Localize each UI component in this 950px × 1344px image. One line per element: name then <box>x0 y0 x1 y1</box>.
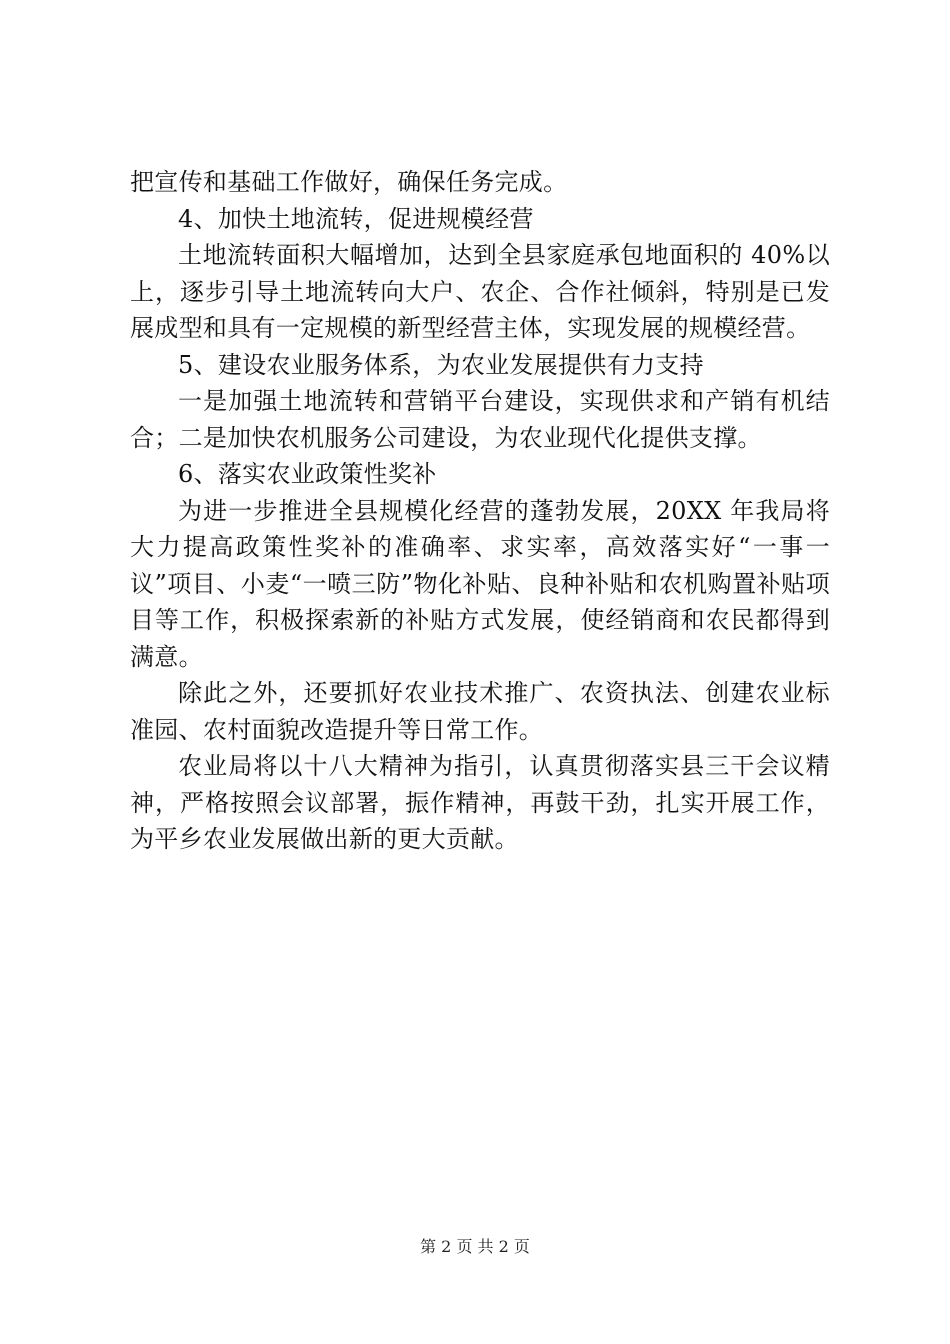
paragraph-land-transfer: 土地流转面积大幅增加，达到全县家庭承包地面积的 40%以上，逐步引导土地流转向大户、农企、合作社倾斜，特别是已发展成型和具有一定规模的新型经营主体，实现发展的规模经营。 <box>130 241 830 342</box>
section-heading-6: 6、落实农业政策性奖补 <box>178 460 437 488</box>
paragraph-continuation: 把宣传和基础工作做好，确保任务完成。 <box>130 168 568 196</box>
page-footer: 第 2 页 共 2 页 <box>420 1237 530 1256</box>
paragraph-service-system: 一是加强土地流转和营销平台建设，实现供求和产销有机结合；二是加快农机服务公司建设，为农业现代化提供支撑。 <box>130 387 830 452</box>
paragraph-conclusion: 农业局将以十八大精神为指引，认真贯彻落实县三干会议精神，严格按照会议部署，振作精神，再鼓干劲，扎实开展工作，为平乡农业发展做出新的更大贡献。 <box>130 752 830 853</box>
paragraph-policy-subsidy: 为进一步推进全县规模化经营的蓬勃发展，20XX 年我局将大力提高政策性奖补的准确率、求实率，高效落实好“一事一议”项目、小麦“一喷三防”物化补贴、良种补贴和农机购置补贴项目等工作，积极探索新的补贴方式发展，使经销商和农民都得到满意。 <box>130 496 830 671</box>
section-heading-5: 5、建设农业服务体系，为农业发展提供有力支持 <box>178 350 704 379</box>
paragraph-other-work: 除此之外，还要抓好农业技术推广、农资执法、创建农业标准园、农村面貌改造提升等日常工作。 <box>130 679 830 744</box>
document-body <box>130 164 830 858</box>
section-heading-4: 4、加快土地流转，促进规模经营 <box>178 204 534 233</box>
